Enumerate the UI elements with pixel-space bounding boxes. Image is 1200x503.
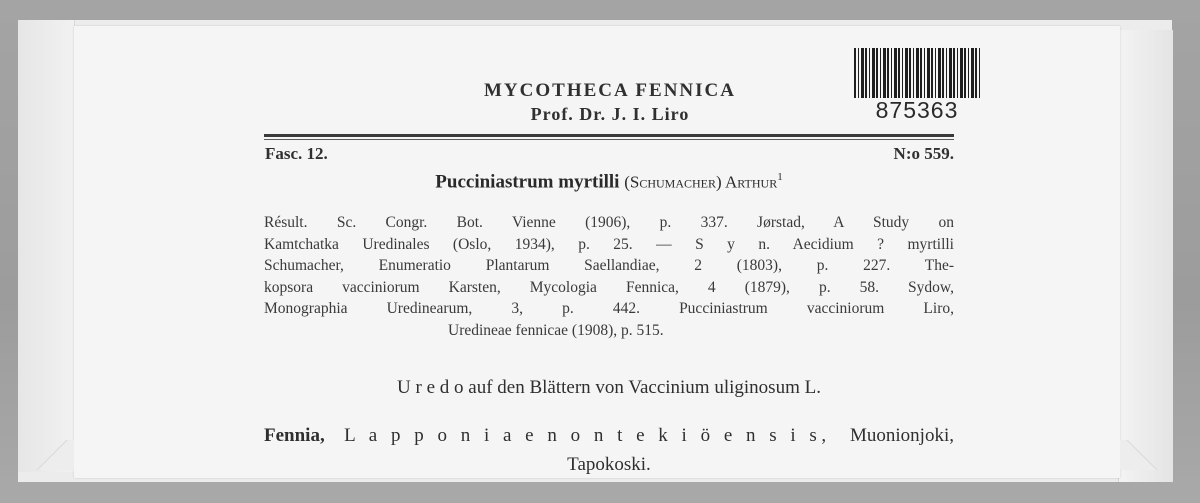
specimen-number: N:o 559. (893, 144, 954, 163)
species-footnote-mark: 1 (777, 171, 783, 183)
reference-line: Schumacher, Enumeratio Plantarum Saellandiae, 2 (1803), p. 227. The- (264, 257, 954, 274)
fascicle-number: Fasc. 12. (265, 144, 328, 163)
packet-corner-fold-right (1120, 440, 1164, 470)
reference-line: Résult. Sc. Congr. Bot. Vienne (1906), p. 337. Jørstad, A Study on (264, 214, 954, 231)
reference-line: Uredineae fennicae (1908), p. 515. (448, 321, 664, 339)
packet-left-flap (18, 20, 75, 472)
locality-region: L a p p o n i a e n o n t e k i ö e n s i s, (344, 425, 831, 446)
species-heading (264, 171, 954, 193)
locality-line (264, 425, 954, 447)
collection-editor: Prof. Dr. J. I. Liro (530, 104, 690, 124)
header-rule-thin (264, 139, 954, 140)
species-name: Pucciniastrum myrtilli (435, 171, 620, 193)
packet-corner-fold-left (30, 440, 74, 470)
locality-place: Muonionjoki, (850, 425, 954, 446)
locality-site: Tapokoski. (567, 454, 651, 475)
header-rule-thick (264, 134, 954, 137)
literature-references (264, 212, 954, 341)
barcode-number: 875363 (875, 97, 959, 123)
packet-right-flap (1118, 30, 1173, 482)
collection-title: MYCOTHECA FENNICA (484, 80, 736, 101)
host-plant-line: U r e d o auf den Blättern von Vaccinium uliginosum L. (397, 377, 821, 398)
locality-country: Fennia, (264, 425, 325, 446)
reference-line: Kamtchatka Uredinales (Oslo, 1934), p. 25. — S y n. Aecidium ? myrtilli (264, 235, 954, 253)
reference-line: Monographia Uredinearum, 3, p. 442. Pucciniastrum vacciniorum Liro, (264, 300, 954, 317)
species-authority: (Schumacher) Arthur (624, 172, 778, 192)
barcode (854, 48, 980, 98)
reference-line: kopsora vacciniorum Karsten, Mycologia Fennica, 4 (1879), p. 58. Sydow, (264, 278, 954, 296)
